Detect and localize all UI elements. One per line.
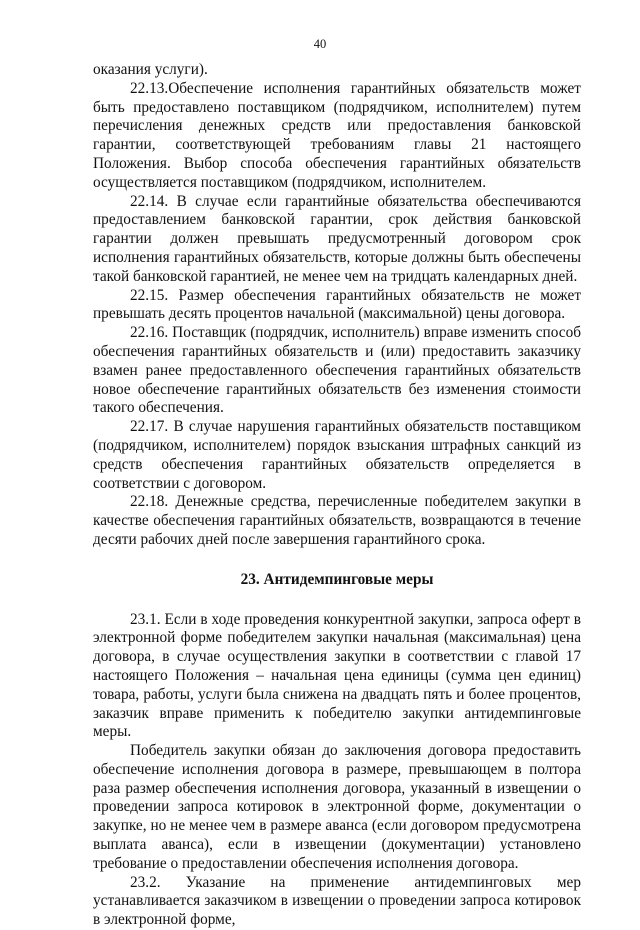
document-body [93,61,581,930]
paragraph-continuation: оказания услуги). [93,61,208,78]
paragraph-22-13: 22.13.Обеспечение исполнения гарантийных обязательств может быть предоставлено поставщиком (подрядчиком, исполнителем) путем перечисления денежных средств или предоставления банковской гарантии, соответствующей требованиям главы 21 настоящего Положения. Выбор способа обеспечения гарантийных обязательств осуществляется поставщиком (подрядчиком, исполнителем. [93,79,581,191]
page-number: 40 [313,37,327,51]
paragraph-23-2: 23.2. Указание на применение антидемпинговых мер устанавливается заказчиком в извещении о проведении запроса котировок в электронной форме, [93,873,581,929]
paragraph-23-1-cont: Победитель закупки обязан до заключения договора предоставить обеспечение исполнения договора в размере, превышающем в полтора раза размер обеспечения исполнения договора, указанный в извещении о проведении запроса котировок в электронной форме, документации о закупке, но не менее чем в размере аванса (если договором предусмотрена выплата аванса), если в извещении (документации) установлено требование о предоставлении обеспечения исполнения договора. [93,742,581,872]
section-heading: 23. Антидемпинговые меры [240,570,434,588]
paragraph-22-16: 22.16. Поставщик (подрядчик, исполнитель) вправе изменить способ обеспечения гарантийных обязательств и (или) предоставить заказчику взамен ранее предоставленного обеспечения гарантийных обязательств новое обеспечение гарантийных обязательств без изменения стоимости такого обеспечения. [93,324,581,417]
paragraph-22-17: 22.17. В случае нарушения гарантийных обязательств поставщиком (подрядчиком, исполнителем) порядок взыскания штрафных санкций из средств обеспечения гарантийных обязательств определяется в соответствии с договором. [93,418,581,492]
paragraph-22-18: 22.18. Денежные средства, перечисленные победителем закупки в качестве обеспечения гарантийных обязательств, возвращаются в течение десяти рабочих дней после завершения гарантийного срока. [93,493,581,548]
paragraph-22-15: 22.15. Размер обеспечения гарантийных обязательств не может превышать десять процентов начальной (максимальной) цены договора. [93,286,581,323]
paragraph-23-1: 23.1. Если в ходе проведения конкурентной закупки, запроса оферт в электронной форме победителем закупки начальная (максимальная) цена договора, в случае осуществления закупки в соответствии с главой 17 настоящего Положения – начальная цена единицы (сумма цен единиц) товара, работы, услуги была снижена на двадцать пять и более процентов, заказчик вправе применить к победителю закупки антидемпинговые меры. [93,610,581,741]
paragraph-22-14: 22.14. В случае если гарантийные обязательства обеспечиваются предоставлением банковской гарантии, срок действия банковской гарантии должен превышать предусмотренный договором срок исполнения гарантийных обязательств, которые должны быть обеспечены такой банковской гарантией, не менее чем на тридцать календарных дней. [93,192,581,285]
